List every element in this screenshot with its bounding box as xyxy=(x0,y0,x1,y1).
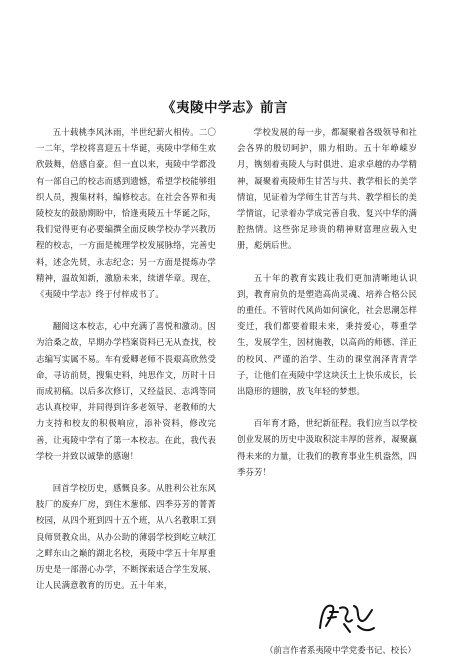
handwritten-signature xyxy=(316,598,376,638)
paragraph: 五十年的教育实践让我们更加清晰地认识到，教育肩负的是塑造高尚灵魂、培养合格公民的重任。不管时代风尚如何演化，社会思潮怎样变迁，我们都要着眼未来，秉持爱心，尊重学生，发展学生，因材施教，以高尚的师德、洋正的校风、严谨的治学、生动的课堂润泽青青学子，让他们在夷陵中学这块沃土上快乐成长，长出隐形的翅膀，放飞年轻的梦想。 xyxy=(237,272,417,397)
author-note: （前言作者系夷陵中学党委书记、校长） xyxy=(265,645,416,655)
paragraph: 五十载桃李风沐雨，半世纪薪火相传。二〇一二年，学校将喜迎五十华诞，夷陵中学师生欢欣鼓舞，倍感自豪。但一直以来，夷陵中学都没有一部自己的校志而感到遗憾，希望学校能够组织人员，搜集材料，编修校志。在社会各界和夷陵校友的鼓励期盼中，恰逢夷陵五十华诞之际，我们觉得更有必要编撰全面反映学校办学兴教历程的校志，一方面是梳理学校发展脉络，完善史料，述念先贤，永志纪念；另一方面是提炼办学精神，温故知新，激励未来，续谱华章。现在，《夷陵中学志》终于付梓成书了。 xyxy=(36,127,216,300)
paragraph: 学校发展的每一步，都凝聚着各级领导和社会各界的殷切呵护，鼎力相助。五十年峥嵘岁月，镌刻着夷陵人与时俱进、追求卓越的办学精神，凝聚着夷陵师生甘苦与共、教学相长的美学情谊，见证着为学师生甘苦与共、教学相长的美学情谊，记录着办学成完善自我、复兴中华的满腔热情。这些弥足珍贵的精神财富理应载入史册，彪炳后世。 xyxy=(237,127,417,251)
paragraph: 翻阅这本校志，心中充满了喜悦和激动。因为洽桑之故，早期办学档案资料已无从查找，校志编写实属不易。车有爱卿老师不畏艰高欣然受命，寻访前贤，搜集史料，纯思作文，历时十日而成初稿。以后多次修订，又经益民、志鸿等同志认真校审，并同得到许多老领导、老教师的大力支持和校友的积极响应，添补资料，修改完善，让夷陵中学有了第一本校志。在此，我代表学校一并致以诚挚的感谢！ xyxy=(36,321,216,461)
right-column xyxy=(237,124,417,480)
paragraph: 百年育才路，世纪新征程。我们应当以学校创业发展的历史中汲取积淀丰厚的营养，凝聚赢得未来的力量，让我们的教育事业生机盎然，四季芬芳！ xyxy=(237,418,417,477)
page-title: 《夷陵中学志》前言 xyxy=(162,100,288,116)
left-column xyxy=(36,124,216,593)
paragraph: 回首学校历史，感慨良多。从胜利公社东风肢厂的废弃厂房，到住木葱郁、四季芬芳的菁菁校园，从四个班到四十五个班，从八名教职工到良师贤教众出，从办公助的薄弱学校到屹立峡江之畔东山之巅的湖北名校，夷陵中学五十年厚重历史是一部潜心办学，不断探索适合学生发展、让人民满意教育的历史。五十年来， xyxy=(36,483,216,591)
